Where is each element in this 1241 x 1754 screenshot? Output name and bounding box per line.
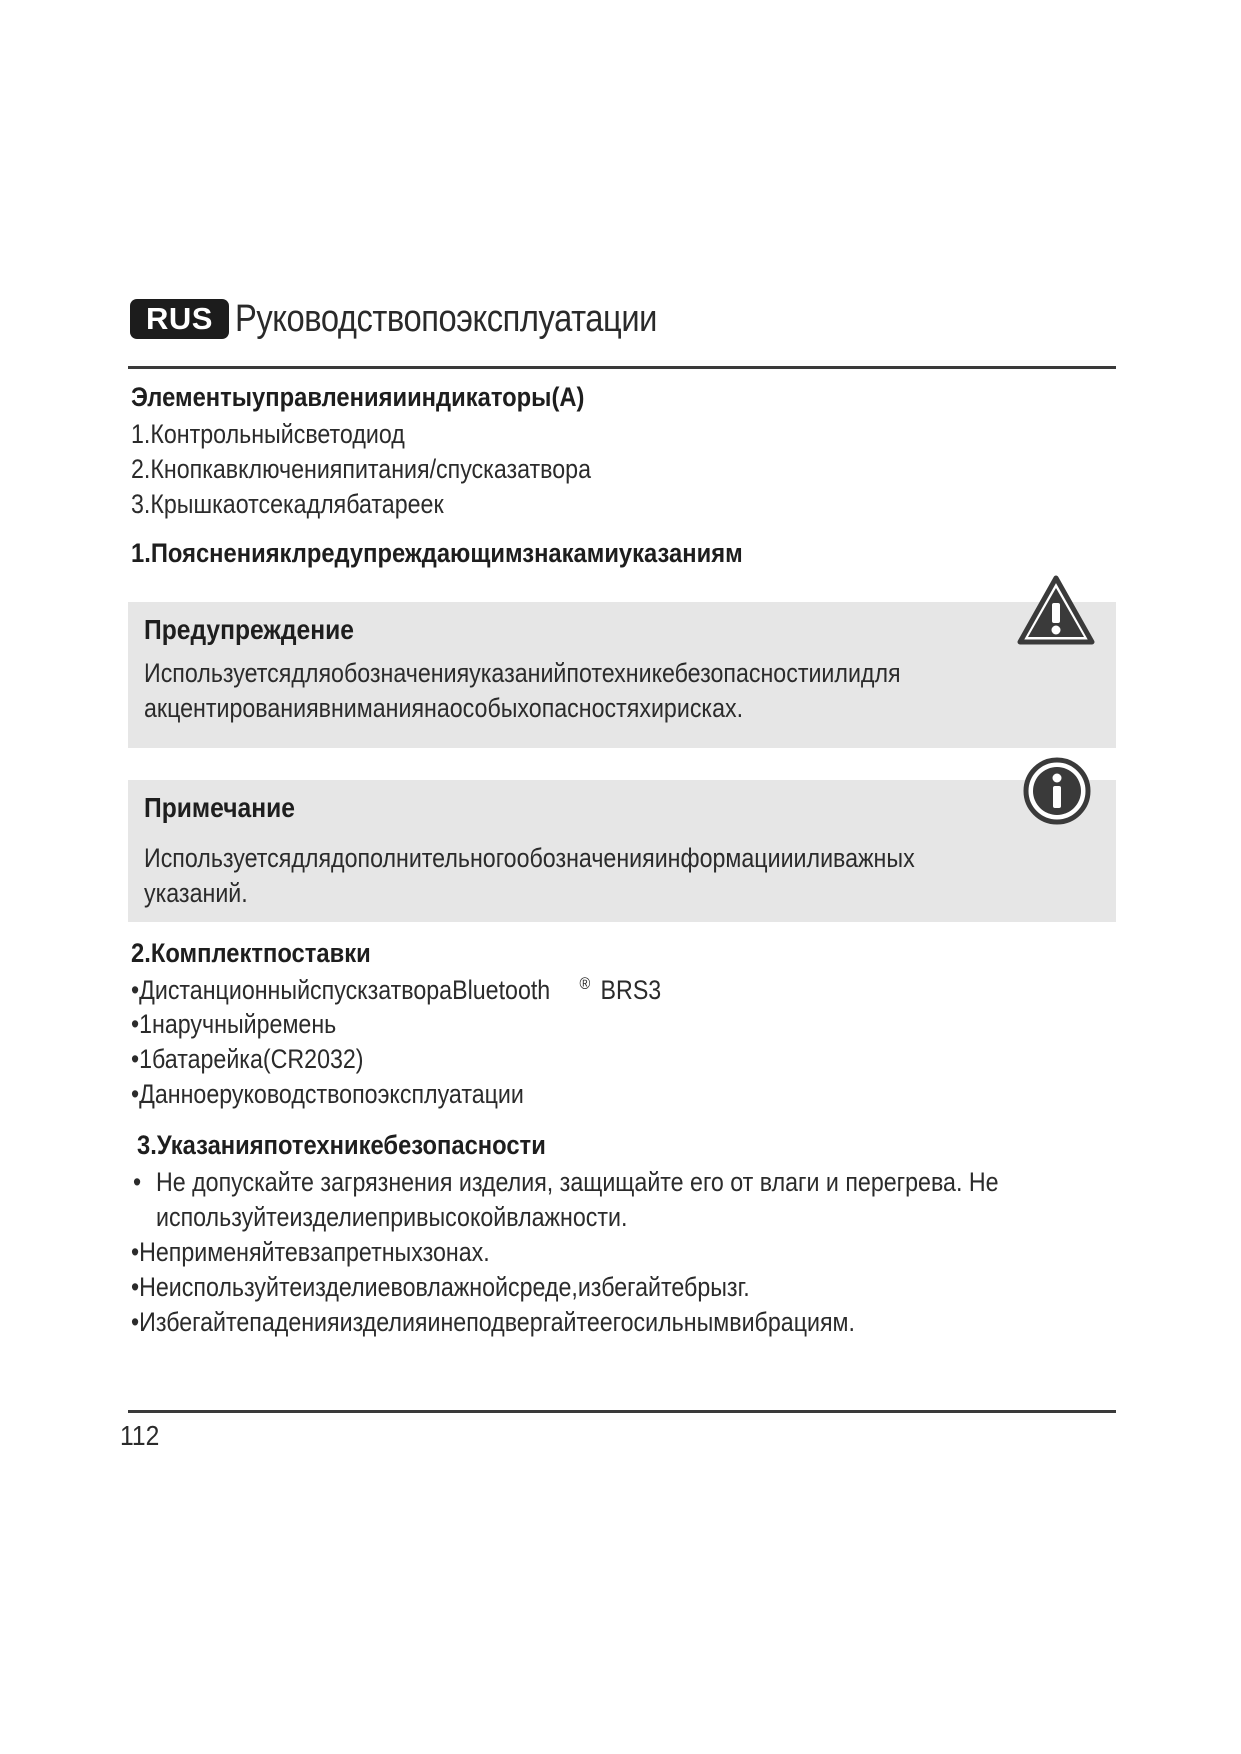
warning-title: Предупреждение <box>144 614 354 645</box>
note-text-line-1: Используетсядлядополнительногообозначенияинформациииливажных <box>144 843 915 873</box>
controls-heading: Элементыуправленияииндикаторы(A) <box>131 382 585 412</box>
note-box <box>128 780 1116 922</box>
warning-text-line-2: акцентированиявниманиянаособыхопасностяхирисках. <box>144 693 744 723</box>
page-header <box>130 297 726 341</box>
safety-item-1-line-1: Не допускайте загрязнения изделия, защищайте его от влаги и перегрева. Не <box>156 1167 999 1197</box>
section1-heading: 1.Поясненияклредупреждающимзнакамиуказаниям <box>131 538 743 568</box>
safety-item-1-bullet: • <box>133 1167 142 1197</box>
controls-item-1: 1.Контрольныйсветодиод <box>131 419 405 449</box>
page-number: 112 <box>120 1420 160 1451</box>
registered-mark: ® <box>579 974 591 993</box>
warning-triangle-icon <box>1017 574 1095 646</box>
safety-item-4: •Избегайтепаденияизделияинеподвергайтеегосильнымвибрациям. <box>131 1307 855 1337</box>
warning-text-line-1: Используетсядляобозначенияуказанийпотехникебезопасностиилидля <box>144 658 901 688</box>
safety-item-1-line-2: используйтеизделиепривысокойвлажности. <box>156 1202 628 1232</box>
section2-heading: 2.Комплектпоставки <box>131 938 371 968</box>
safety-item-3: •Неиспользуйтеизделиевовлажнойсреде,избегайтебрызг. <box>131 1272 750 1302</box>
warning-box <box>128 602 1116 748</box>
footer-divider <box>128 1410 1116 1413</box>
package-item-1 <box>131 974 661 1006</box>
package-item-3: •1батарейка(CR2032) <box>131 1044 364 1074</box>
language-badge: RUS <box>130 299 229 339</box>
document-title: Руководствопоэксплуатации <box>234 297 657 340</box>
note-text-line-2: указаний. <box>144 878 248 908</box>
controls-item-3: 3.Крышкаотсекадлябатареек <box>131 489 444 519</box>
safety-item-2: •Неприменяйтевзапретныхзонах. <box>131 1237 490 1267</box>
package-item-2: •1наручныйремень <box>131 1009 337 1039</box>
controls-item-2: 2.Кнопкавключенияпитания/спусказатвора <box>131 454 591 484</box>
info-icon <box>1022 756 1092 826</box>
section3-heading: 3.Указанияпотехникебезопасности <box>137 1130 546 1160</box>
package-item-4: •Данноеруководствопоэксплуатации <box>131 1079 524 1109</box>
header-divider <box>128 366 1116 369</box>
package-item-1-model: BRS3 <box>600 975 662 1005</box>
note-title: Примечание <box>144 792 295 823</box>
package-item-1-text: •ДистанционныйспускзатвораBluetooth <box>131 975 551 1005</box>
